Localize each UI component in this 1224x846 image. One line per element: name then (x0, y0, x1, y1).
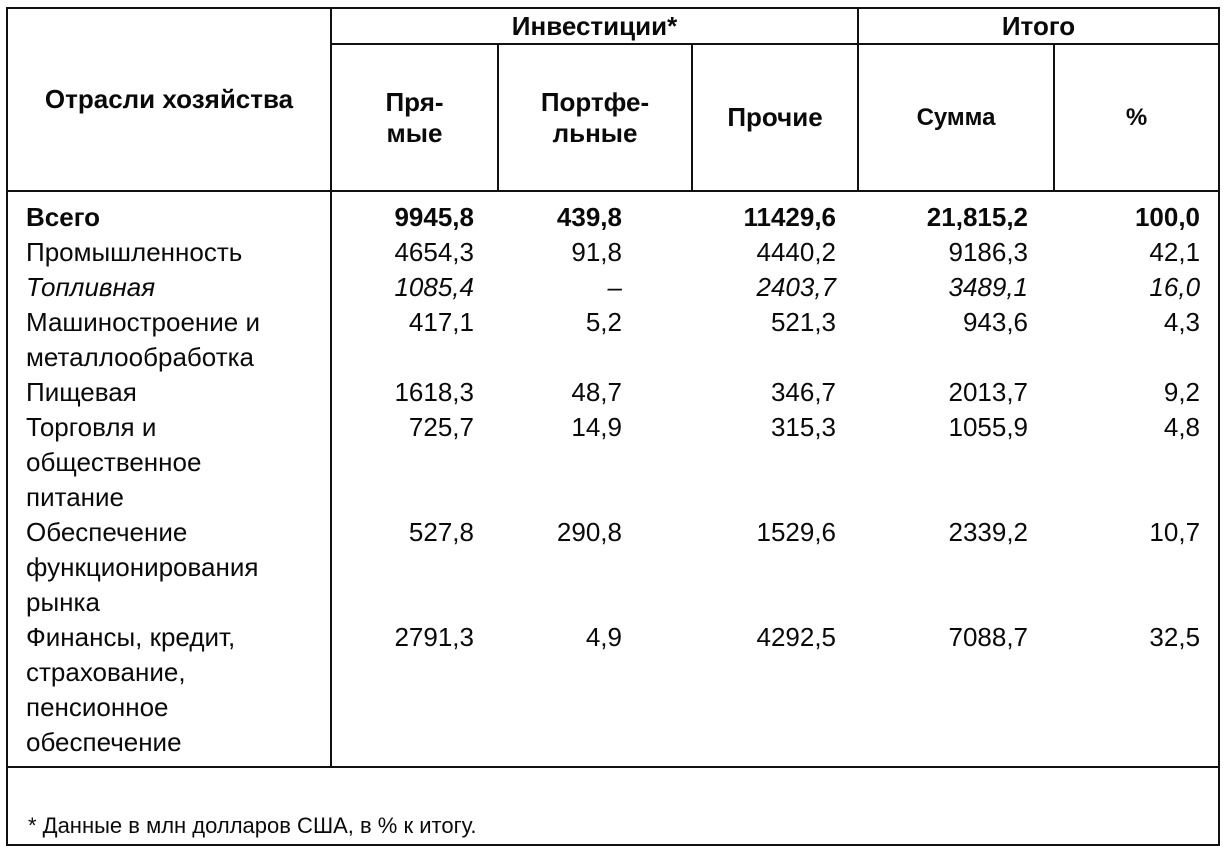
table-row (7, 410, 1219, 515)
value-sum: 7088,7 (858, 620, 1054, 767)
value-direct: 9945,8 (394, 202, 474, 232)
value-percent: 42,1 (1054, 235, 1219, 270)
table-header (7, 8, 1219, 191)
value-other: 4292,5 (692, 620, 858, 767)
sector-name: Всего (7, 191, 331, 235)
value-other: 346,7 (770, 377, 837, 407)
value-other: 11429,6 (743, 202, 837, 232)
footnote: * Данные в млн долларов США, в % к итогу. (7, 767, 1219, 845)
value-direct: 2791,3 (331, 620, 498, 767)
sector-name: Машиностроение и металлообработка (7, 305, 331, 375)
value-sum: 1055,9 (948, 412, 1029, 442)
value-percent: 9,2 (1054, 375, 1219, 410)
value-direct: 725,7 (408, 412, 474, 442)
value-percent: 4,8 (1054, 410, 1219, 515)
value-direct: 1085,4 (394, 272, 474, 302)
value-portfolio: – (607, 272, 622, 302)
sector-name: Пищевая (7, 375, 331, 410)
table-row (7, 270, 1219, 305)
header-other: Прочие (692, 44, 858, 191)
value-percent: 100,0 (1054, 191, 1219, 235)
table-row (7, 515, 1219, 620)
table-row (7, 235, 1219, 270)
sector-name: Обеспечение функционирования рынка (7, 515, 331, 620)
value-other: 4440,2 (756, 237, 837, 267)
investment-table (6, 7, 1220, 846)
sector-name: Топливная (7, 270, 331, 305)
value-direct: 1618,3 (394, 377, 474, 407)
table-row (7, 375, 1219, 410)
value-direct: 4654,3 (394, 237, 474, 267)
value-portfolio: 290,8 (556, 517, 622, 547)
value-sum: 9186,3 (948, 237, 1029, 267)
table-row (7, 620, 1219, 767)
header-sum: Сумма (858, 44, 1054, 191)
value-percent: 16,0 (1054, 270, 1219, 305)
value-direct: 417,1 (408, 307, 474, 337)
table-row (7, 191, 1219, 235)
value-portfolio: 48,7 (571, 377, 622, 407)
value-portfolio: 4,9 (498, 620, 692, 767)
value-percent: 10,7 (1054, 515, 1219, 620)
value-sum: 2339,2 (948, 517, 1029, 547)
value-other: 315,3 (770, 412, 837, 442)
value-sum: 3489,1 (948, 272, 1029, 302)
value-other: 2403,7 (756, 272, 837, 302)
value-percent: 32,5 (1054, 620, 1219, 767)
header-percent: % (1054, 44, 1219, 191)
value-sum: 21,815,2 (926, 202, 1029, 232)
table-body (7, 191, 1219, 767)
value-other: 1529,6 (756, 517, 837, 547)
value-portfolio: 14,9 (571, 412, 622, 442)
value-sum: 943,6 (962, 307, 1029, 337)
header-sector: Отрасли хозяйства (7, 8, 331, 191)
table-row (7, 305, 1219, 375)
value-other: 521,3 (770, 307, 837, 337)
header-direct: Пря- мые (331, 44, 498, 191)
header-portfolio: Портфе- льные (498, 44, 692, 191)
sector-name: Финансы, кредит, страхование, пенсионное обеспечение (7, 620, 331, 767)
value-sum: 2013,7 (948, 377, 1029, 407)
value-portfolio: 439,8 (556, 202, 622, 232)
value-portfolio: 5,2 (585, 307, 622, 337)
sector-name: Промышленность (7, 235, 331, 270)
value-portfolio: 91,8 (571, 237, 622, 267)
header-investments: Инвестиции* (331, 8, 858, 44)
header-total: Итого (858, 8, 1219, 44)
sector-name: Торговля и общественное питание (7, 410, 331, 515)
value-direct: 527,8 (408, 517, 474, 547)
value-percent: 4,3 (1054, 305, 1219, 375)
